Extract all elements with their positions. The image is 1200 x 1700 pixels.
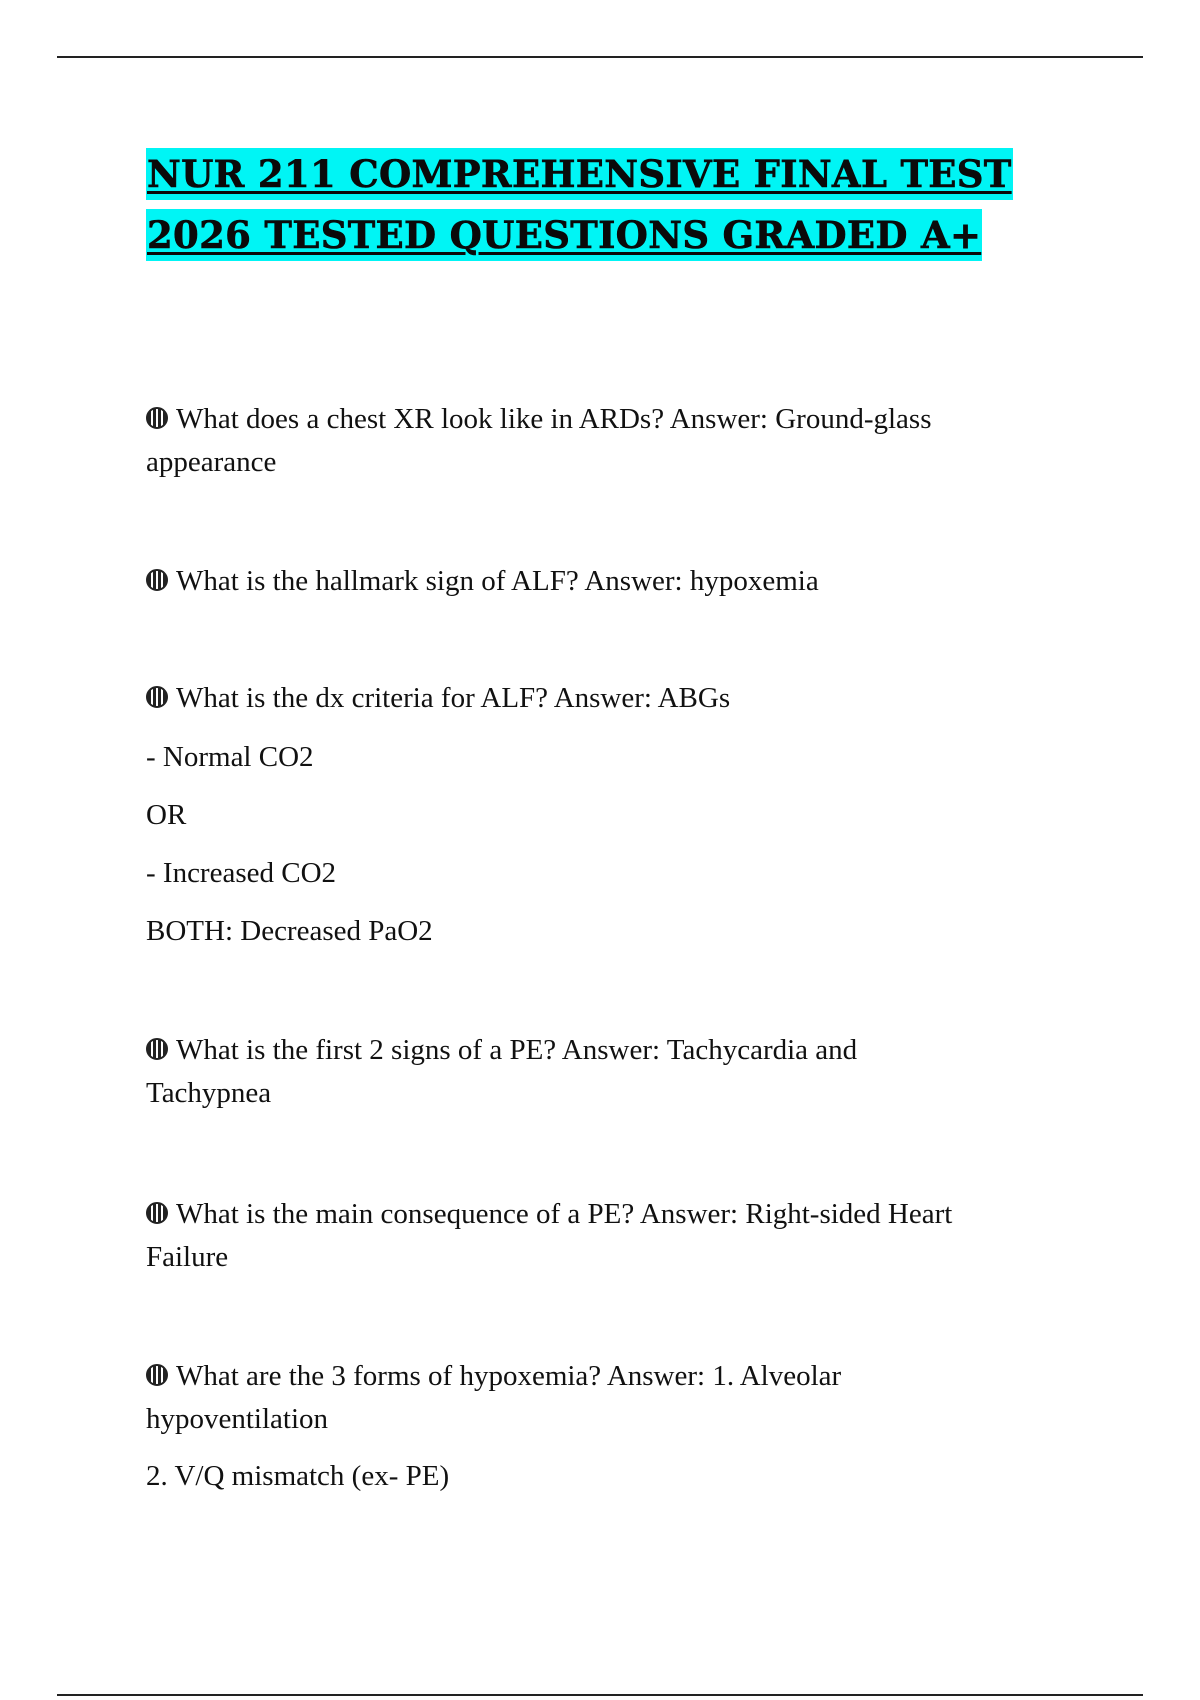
question-text: What does a chest XR look like in ARDs? Answer: Ground-glass xyxy=(176,403,932,435)
circled-stripes-icon xyxy=(146,686,168,708)
answer-line: - Increased CO2 xyxy=(146,857,337,889)
list-item xyxy=(146,1193,1066,1279)
question-text: What is the first 2 signs of a PE? Answer: Tachycardia and xyxy=(176,1034,858,1066)
circled-stripes-icon xyxy=(146,569,168,591)
question-text-cont: Tachypnea xyxy=(146,1077,272,1109)
circled-stripes-icon xyxy=(146,1038,168,1060)
circled-stripes-icon xyxy=(146,1364,168,1386)
title-line-1: NUR 211 COMPREHENSIVE FINAL TEST xyxy=(146,148,1013,200)
question-text: What is the hallmark sign of ALF? Answer: hypoxemia xyxy=(176,565,819,597)
document-title xyxy=(146,144,1013,266)
list-item xyxy=(146,1355,1066,1498)
list-item xyxy=(146,560,1066,603)
question-text: What is the dx criteria for ALF? Answer: ABGs xyxy=(176,682,731,714)
question-text-cont: hypoventilation xyxy=(146,1403,329,1435)
question-text-cont: Failure xyxy=(146,1241,229,1273)
question-list xyxy=(146,398,1066,1498)
bottom-rule xyxy=(57,1694,1143,1696)
list-item xyxy=(146,1029,1066,1115)
list-item xyxy=(146,398,1066,484)
top-rule xyxy=(57,56,1143,58)
question-text: What is the main consequence of a PE? Answer: Right-sided Heart xyxy=(176,1198,953,1230)
list-item xyxy=(146,677,1066,953)
question-text: What are the 3 forms of hypoxemia? Answer: 1. Alveolar xyxy=(176,1360,842,1392)
question-text-cont: appearance xyxy=(146,446,277,478)
answer-line: - Normal CO2 xyxy=(146,741,314,773)
title-line-2: 2026 TESTED QUESTIONS GRADED A+ xyxy=(146,209,982,261)
circled-stripes-icon xyxy=(146,407,168,429)
answer-line: 2. V/Q mismatch (ex- PE) xyxy=(146,1460,450,1492)
answer-line: OR xyxy=(146,799,187,831)
answer-line: BOTH: Decreased PaO2 xyxy=(146,915,433,947)
circled-stripes-icon xyxy=(146,1202,168,1224)
